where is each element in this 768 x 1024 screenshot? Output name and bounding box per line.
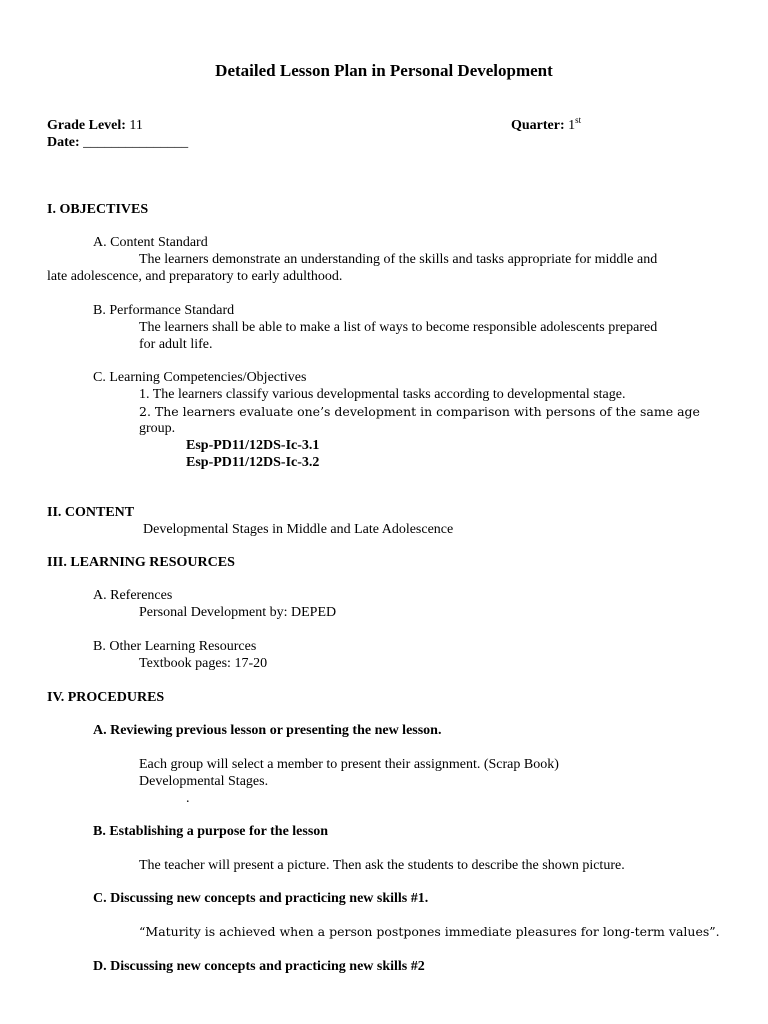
references-label: A. References	[93, 588, 173, 603]
procedure-a-label: A. Reviewing previous lesson or presenting the new lesson.	[93, 723, 442, 738]
content-text: Developmental Stages in Middle and Late Adolescence	[143, 522, 454, 537]
quarter-value: 1	[568, 118, 576, 133]
page-title: Detailed Lesson Plan in Personal Development	[215, 61, 553, 80]
procedure-c-label: C. Discussing new concepts and practicing new skills #1.	[93, 891, 429, 906]
performance-standard-label: B. Performance Standard	[93, 303, 235, 318]
quarter-superscript: st	[575, 115, 582, 125]
grade-level-label: Grade Level:	[47, 118, 126, 133]
content-standard-label: A. Content Standard	[93, 235, 208, 250]
content-heading: II. CONTENT	[47, 505, 135, 520]
learning-resources-heading: III. LEARNING RESOURCES	[47, 555, 235, 570]
procedures-heading: IV. PROCEDURES	[47, 690, 165, 705]
other-resources-label: B. Other Learning Resources	[93, 639, 257, 654]
quarter-line	[511, 117, 581, 134]
competency-item-2-cont: group.	[139, 421, 176, 436]
competency-item-2: 2. The learners evaluate one’s development in comparison with persons of the same age	[139, 404, 700, 419]
procedure-c-quote: “Maturity is achieved when a person postpones immediate pleasures for long-term values”.	[139, 924, 720, 939]
procedure-b-text: The teacher will present a picture. Then ask the students to describe the shown picture.	[139, 858, 625, 873]
grade-level-value: 11	[129, 118, 143, 133]
other-resources-text: Textbook pages: 17-20	[139, 656, 268, 671]
performance-standard-text: The learners shall be able to make a list of ways to become responsible adolescents prepared	[139, 320, 658, 335]
competency-item-1: 1. The learners classify various developmental tasks according to developmental stage.	[139, 387, 626, 402]
procedure-a-text-cont: Developmental Stages.	[139, 774, 269, 789]
procedure-d-label: D. Discussing new concepts and practicing new skills #2	[93, 959, 425, 974]
competency-code-2: Esp-PD11/12DS-Ic-3.2	[186, 455, 320, 470]
procedure-a-text: Each group will select a member to present their assignment. (Scrap Book)	[139, 757, 559, 772]
procedure-a-dot: .	[186, 791, 190, 806]
procedure-b-label: B. Establishing a purpose for the lesson	[93, 824, 329, 839]
objectives-heading: I. OBJECTIVES	[47, 202, 149, 217]
date-label: Date:	[47, 135, 80, 150]
date-value: _______________	[83, 135, 189, 150]
content-standard-text: The learners demonstrate an understanding of the skills and tasks appropriate for middle and	[139, 252, 658, 267]
references-text: Personal Development by: DEPED	[139, 605, 337, 620]
performance-standard-text-cont: for adult life.	[139, 337, 213, 352]
competency-code-1: Esp-PD11/12DS-Ic-3.1	[186, 438, 320, 453]
content-standard-text-cont: late adolescence, and preparatory to early adulthood.	[47, 269, 343, 284]
grade-level-line	[47, 117, 143, 134]
competencies-label: C. Learning Competencies/Objectives	[93, 370, 307, 385]
quarter-label: Quarter:	[511, 118, 565, 133]
date-line	[47, 134, 188, 151]
